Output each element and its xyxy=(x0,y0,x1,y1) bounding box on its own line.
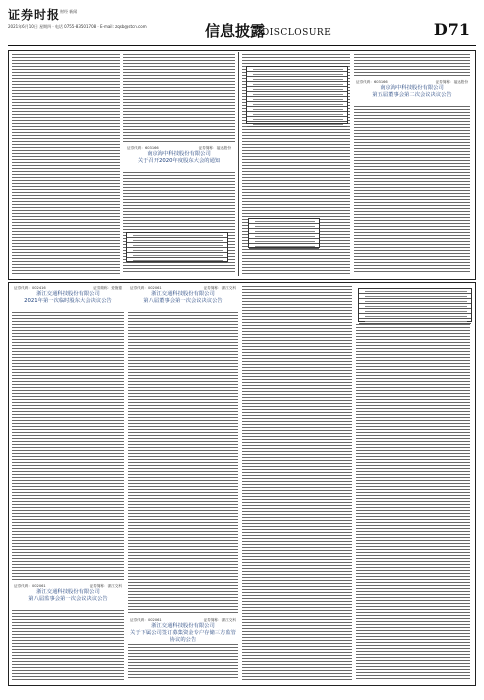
text-column xyxy=(356,324,470,680)
newspaper-logo: 证券时报 xyxy=(8,8,61,22)
edition-label: 财经 新闻 xyxy=(60,9,78,14)
company-name: 浙江交通科技股份有限公司 xyxy=(151,623,215,629)
notice-heading xyxy=(128,618,238,642)
notice-heading xyxy=(128,286,238,310)
notice-title: 第八届监事会第一次会议决议公告 xyxy=(28,596,108,602)
stock-abbr: 证券简称：福达股份 xyxy=(198,146,231,150)
text-column xyxy=(12,312,124,580)
stock-abbr: 证券简称：浙江交科 xyxy=(89,584,122,588)
notice-title: 2021年第一次临时股东大会决议公告 xyxy=(24,298,112,304)
stock-abbr: 证券简称：爱施德 xyxy=(93,286,122,290)
stock-code: 证券代码：002061 xyxy=(130,618,162,622)
page-number: D71 xyxy=(433,20,470,39)
notice-heading xyxy=(12,584,124,608)
notice-heading xyxy=(125,146,233,170)
company-name: 南京海中科技股份有限公司 xyxy=(147,151,211,157)
data-table xyxy=(126,232,228,262)
text-column xyxy=(128,312,238,614)
stock-code: 证券代码：002416 xyxy=(14,286,46,290)
text-column xyxy=(123,54,235,142)
stock-code: 证券代码：002061 xyxy=(130,286,162,290)
company-name: 浙江交通科技股份有限公司 xyxy=(36,291,100,297)
stock-abbr: 证券简称：浙江交科 xyxy=(203,286,236,290)
section-title-en: DISCLOSURE xyxy=(262,28,332,38)
company-name: 浙江交通科技股份有限公司 xyxy=(36,589,100,595)
text-column xyxy=(12,54,120,274)
masthead-rule xyxy=(8,45,476,46)
stock-abbr: 证券简称：福达股份 xyxy=(435,80,468,84)
stock-code: 证券代码：002061 xyxy=(14,584,46,588)
notice-title: 第八届董事会第一次会议决议公告 xyxy=(143,298,223,304)
notice-title: 关于召开2020年度股东大会的通知 xyxy=(137,158,221,164)
data-table xyxy=(246,66,348,124)
column-divider xyxy=(238,52,239,276)
data-table xyxy=(248,218,320,248)
stock-code: 证券代码：603166 xyxy=(127,146,159,150)
notice-heading xyxy=(12,286,124,310)
company-name: 浙江交通科技股份有限公司 xyxy=(151,291,215,297)
notice-heading xyxy=(354,80,470,104)
stock-code: 证券代码：603166 xyxy=(356,80,388,84)
masthead xyxy=(0,0,484,48)
notice-title: 关于下属公司签订募集资金专户存储三方监管协议的公告 xyxy=(130,630,236,643)
notice-title: 第五届董事会第二次会议决议公告 xyxy=(372,92,452,98)
text-column xyxy=(128,644,238,680)
text-column xyxy=(354,106,470,274)
data-table xyxy=(358,288,472,322)
company-name: 南京海中科技股份有限公司 xyxy=(380,85,444,91)
text-column xyxy=(12,610,124,680)
section-title: 信息披露 xyxy=(205,22,266,40)
text-column xyxy=(242,286,352,680)
stock-abbr: 证券简称：浙江交科 xyxy=(203,618,236,622)
date-line: 2021年6月10日 星期四 · 电话 0755-83501708 · E-mail: zqsb@stcn.com xyxy=(8,24,147,29)
text-column xyxy=(354,54,470,78)
